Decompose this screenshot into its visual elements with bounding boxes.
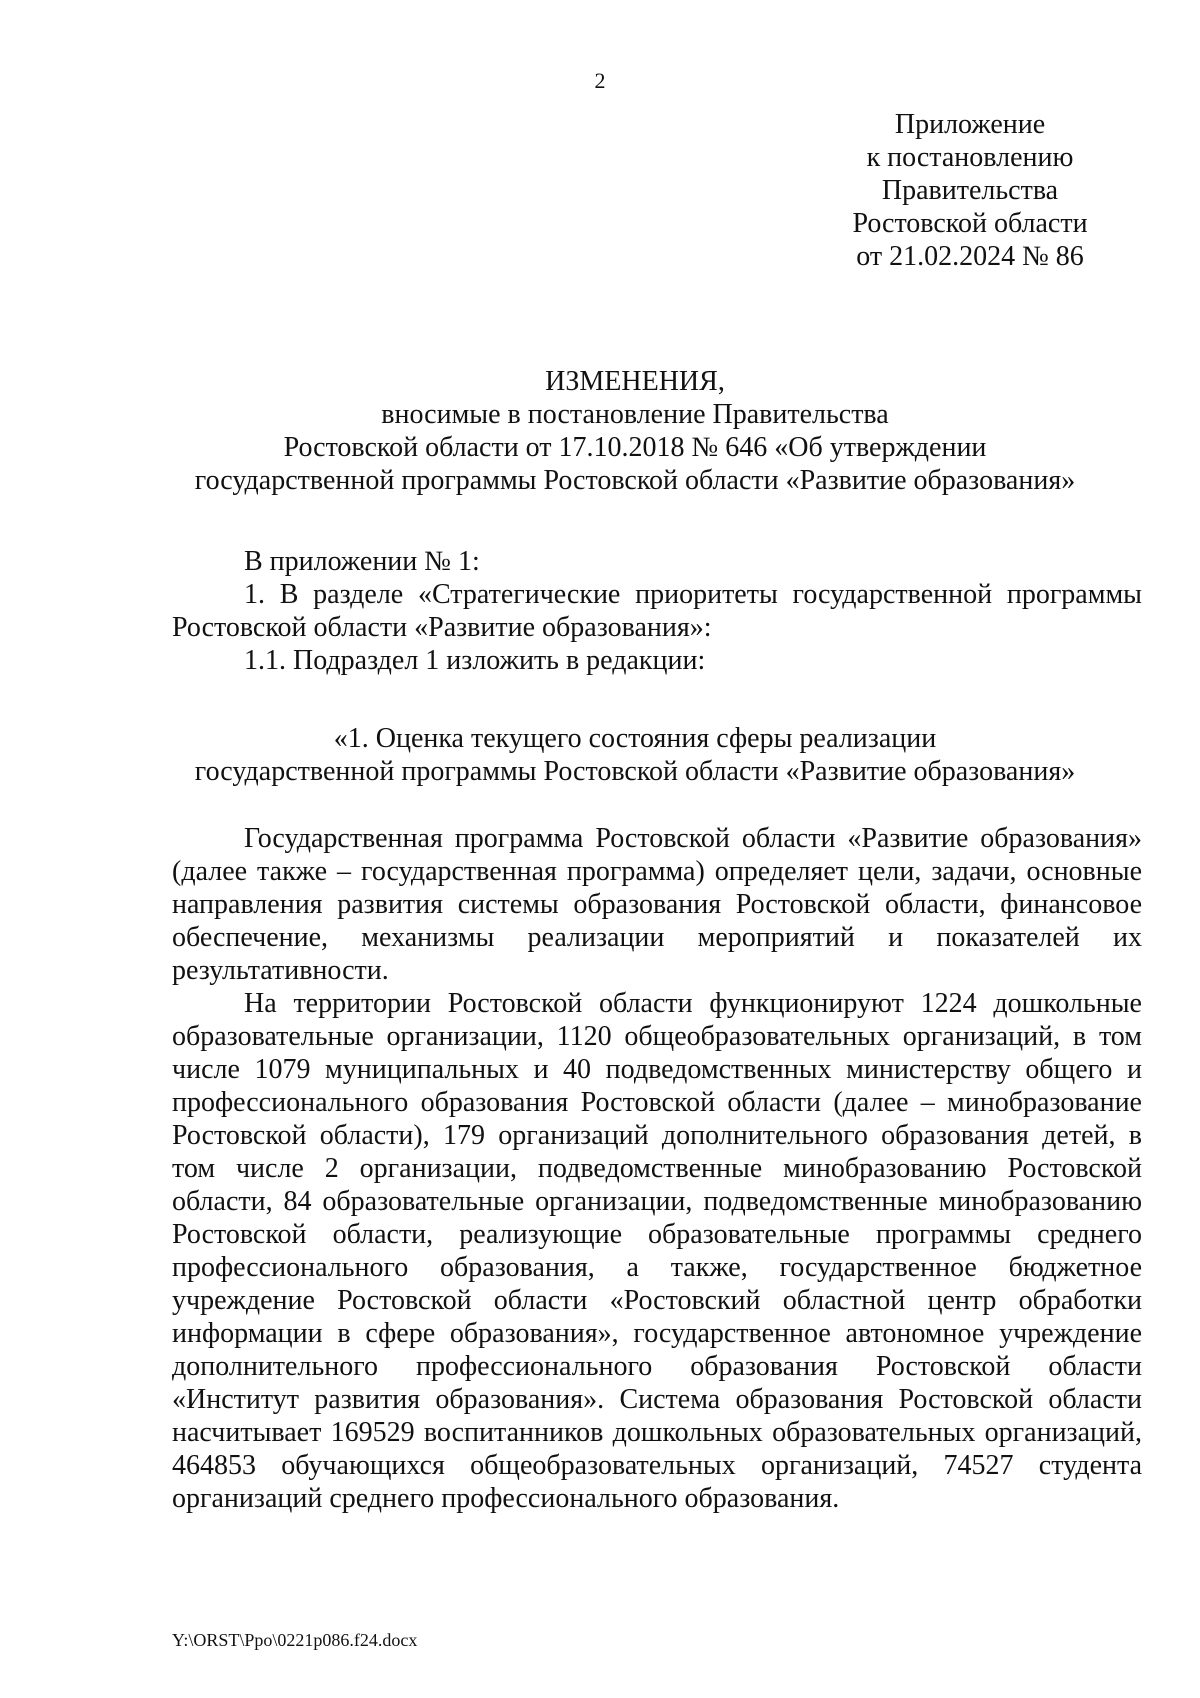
body-paragraph: Государственная программа Ростовской области «Развитие образования» (далее также – государственная программа) определяет цели, задачи, основные направления развития системы образования Ростовской области, финансовое обеспечение, механизмы реализации мероприятий и показателей их результативности. [172,823,1142,986]
intro-paragraph: В приложении № 1: [244,546,480,577]
approval-line: Правительства [881,175,1059,206]
approval-line: Ростовской области [852,208,1088,239]
document-title: ИЗМЕНЕНИЯ, [545,366,725,397]
subsection-heading-line: «1. Оценка текущего состояния сферы реализации [333,723,937,754]
intro-section [172,545,1142,677]
approval-line: к постановлению [866,142,1074,173]
approval-line: от 21.02.2024 № 86 [856,241,1084,272]
subsection-heading [140,722,1130,788]
document-subtitle-line: Ростовской области от 17.10.2018 № 646 «Об утверждении [283,432,987,463]
page-number: 2 [594,68,606,93]
subsection-heading-line: государственной программы Ростовской области «Развитие образования» [194,756,1076,787]
document-subtitle-line: вносимые в постановление Правительства [381,399,889,430]
intro-paragraph: 1.1. Подраздел 1 изложить в редакции: [244,645,706,676]
approval-block [820,108,1120,273]
main-text-section [172,822,1142,1515]
document-subtitle-line: государственной программы Ростовской области «Развитие образования» [194,465,1076,496]
approval-line: Приложение [894,109,1046,140]
footer-file-path: Y:\ORST\Ppo\0221p086.f24.docx [172,1630,418,1650]
intro-paragraph: 1. В разделе «Стратегические приоритеты государственной программы Ростовской области «Развитие образования»: [172,579,1142,643]
body-paragraph: На территории Ростовской области функционируют 1224 дошкольные образовательные организации, 1120 общеобразовательных организаций, в том числе 1079 муниципальных и 40 подведомственных министерству общего и профессионального образования Ростовской области (далее – минобразование Ростовской области), 179 организаций дополнительного образования детей, в том числе 2 организации, подведомственные минобразованию Ростовской области, 84 образовательные организации, подведомственные минобразованию Ростовской области, реализующие образовательные программы среднего профессионального образования, а также, государственное бюджетное учреждение Ростовской области «Ростовский областной центр обработки информации в сфере образования», государственное автономное учреждение дополнительного профессионального образования Ростовской области «Институт развития образования». Система образования Ростовской области насчитывает 169529 воспитанников дошкольных образовательных организаций, 464853 обучающихся общеобразовательных организаций, 74527 студента организаций среднего профессионального образования. [172,988,1142,1514]
document-heading [140,365,1130,497]
